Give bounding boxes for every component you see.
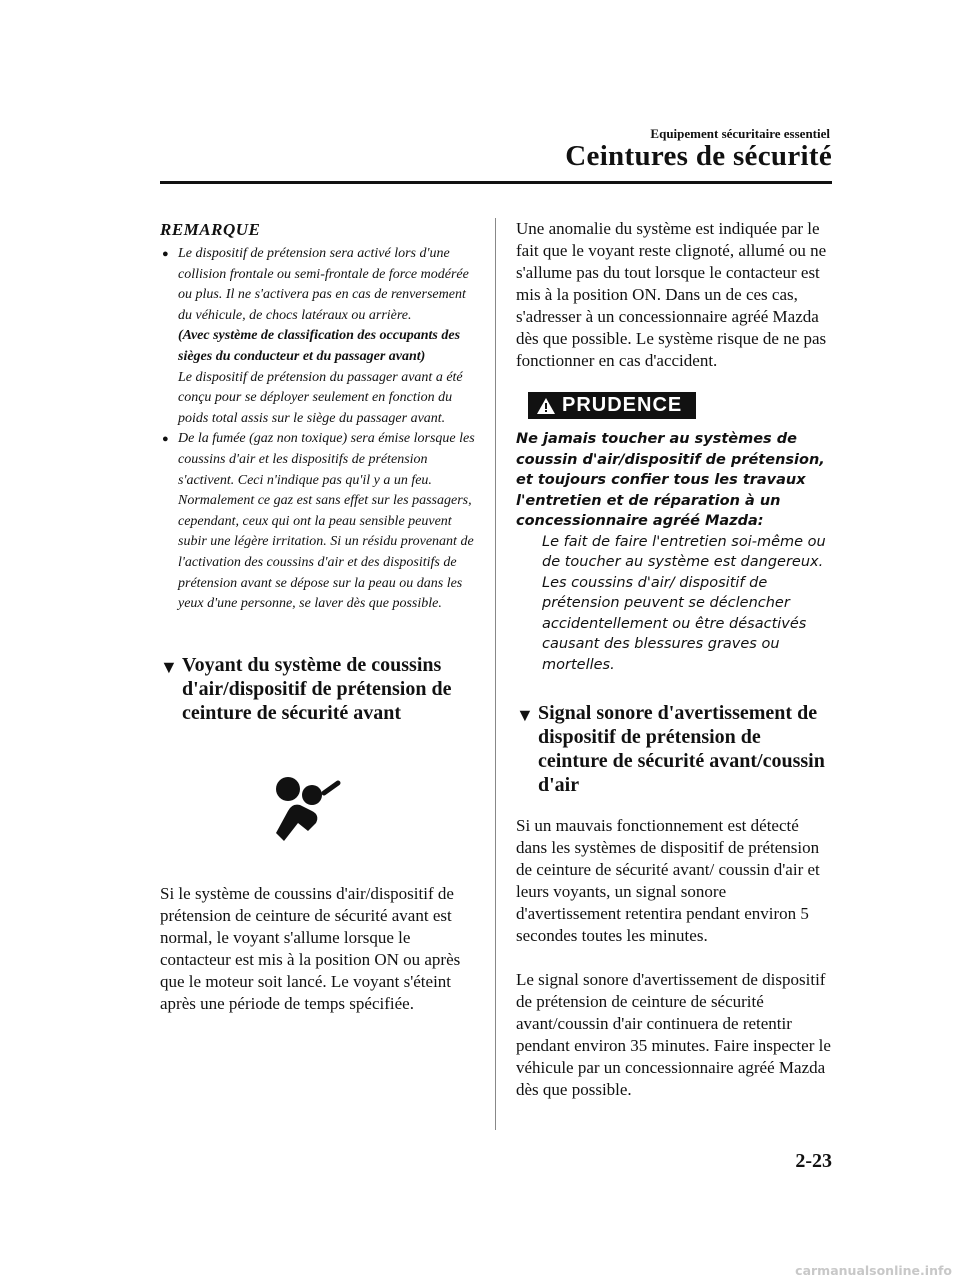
anomaly-paragraph: Une anomalie du système est indiquée par le fait que le voyant reste clignoté, allumé ou ne s'allume pas du tout lorsque le contacteur est mis à la position ON. Dans un de ces cas, s'adresser à un concessionnaire agréé Mazda dès que possible. Le système risque de ne pas fonctionner en cas d'accident.: [516, 219, 827, 370]
caution-title: Ne jamais toucher au systèmes de coussin d'air/dispositif de prétension, et toujours confier tous les travaux l'entretien et de réparation à un concessionnaire agréé Mazda:: [516, 431, 825, 529]
watermark: carmanualsonline.info: [795, 1263, 952, 1278]
note-subtext: Le dispositif de prétension du passager avant a été conçu pour se déployer seulement en fonction du poids total assis sur le siège du passager avant.: [178, 369, 463, 426]
note-list: [160, 244, 476, 615]
section-label: Equipement sécuritaire essentiel: [650, 126, 830, 141]
header-divider: [160, 181, 832, 184]
airbag-warning-icon: [268, 775, 348, 855]
beep-paragraph-2: Le signal sonore d'avertissement de dispositif de prétension de ceinture de sécurité avant/coussin d'air continuera de retentir pendant environ 35 minutes. Faire inspecter le véhicule par un concessionnaire agréé Mazda dès que possible.: [516, 970, 831, 1099]
note-item: [160, 244, 476, 429]
warning-icon: [536, 397, 556, 415]
note-subheading: (Avec système de classification des occupants des sièges du conducteur et du passager avant): [178, 328, 461, 364]
left-column: [160, 220, 476, 1015]
note-text: Le dispositif de prétension sera activé lors d'une collision frontale ou semi-frontale de force modérée ou plus. Il ne s'activera pas en cas de renversement du véhicule, de chocs latéraux ou arrière.: [178, 246, 469, 323]
page-title: Ceintures de sécurité: [565, 140, 832, 172]
airbag-light-description: Si le système de coussins d'air/dispositif de prétension de ceinture de sécurité avant est normal, le voyant s'allume lorsque le contacteur est mis à la position ON ou après que le moteur soit lancé. Le voyant s'éteint après une période de temps spécifiée.: [160, 883, 461, 1013]
caution-block: [516, 392, 832, 675]
triangle-marker-icon: ▼: [160, 656, 178, 677]
column-divider: [495, 218, 496, 1130]
section-heading-text: Signal sonore d'avertissement de dispositif de prétension de ceinture de sécurité avant/coussin d'air: [538, 702, 825, 796]
caution-body: Le fait de faire l'entretien soi-même ou de toucher au système est dangereux. Les coussins d'air/ dispositif de prétension peuvent se déclencher accidentellement ou être désactivés causant des blessures graves ou mortelles.: [542, 533, 826, 673]
note-item: [160, 429, 476, 614]
beep-paragraph-1: Si un mauvais fonctionnement est détecté dans les systèmes de dispositif de prétension de ceinture de sécurité avant/ coussin d'air et leurs voyants, un signal sonore d'avertissement retentira pendant environ 5 secondes toutes les minutes.: [516, 816, 820, 945]
section-heading-airbag-light: [160, 653, 476, 725]
caution-label: PRUDENCE: [562, 394, 683, 416]
note-heading: REMARQUE: [160, 220, 261, 239]
caution-badge: [528, 392, 696, 419]
section-heading-text: Voyant du système de coussins d'air/dispositif de prétension de ceinture de sécurité avant: [182, 653, 452, 724]
section-heading-warning-beep: [516, 701, 832, 797]
page-number: 2-23: [795, 1150, 832, 1172]
note-text: De la fumée (gaz non toxique) sera émise lorsque les coussins d'air et les dispositifs de prétension s'activent. Ceci n'indique pas qu'il y a un feu. Normalement ce gaz est sans effet sur les passagers, cependant, ceux qui ont la peau sensible peuvent subir une légère irritation. Si un résidu provenant de l'activation des coussins d'air et des dispositifs de prétension avant se dépose sur la peau ou dans les yeux d'une personne, se laver dès que possible.: [178, 431, 475, 612]
right-column: [516, 218, 832, 1101]
triangle-marker-icon: ▼: [516, 705, 534, 725]
bullet-icon: ●: [162, 248, 169, 260]
bullet-icon: ●: [162, 433, 169, 446]
